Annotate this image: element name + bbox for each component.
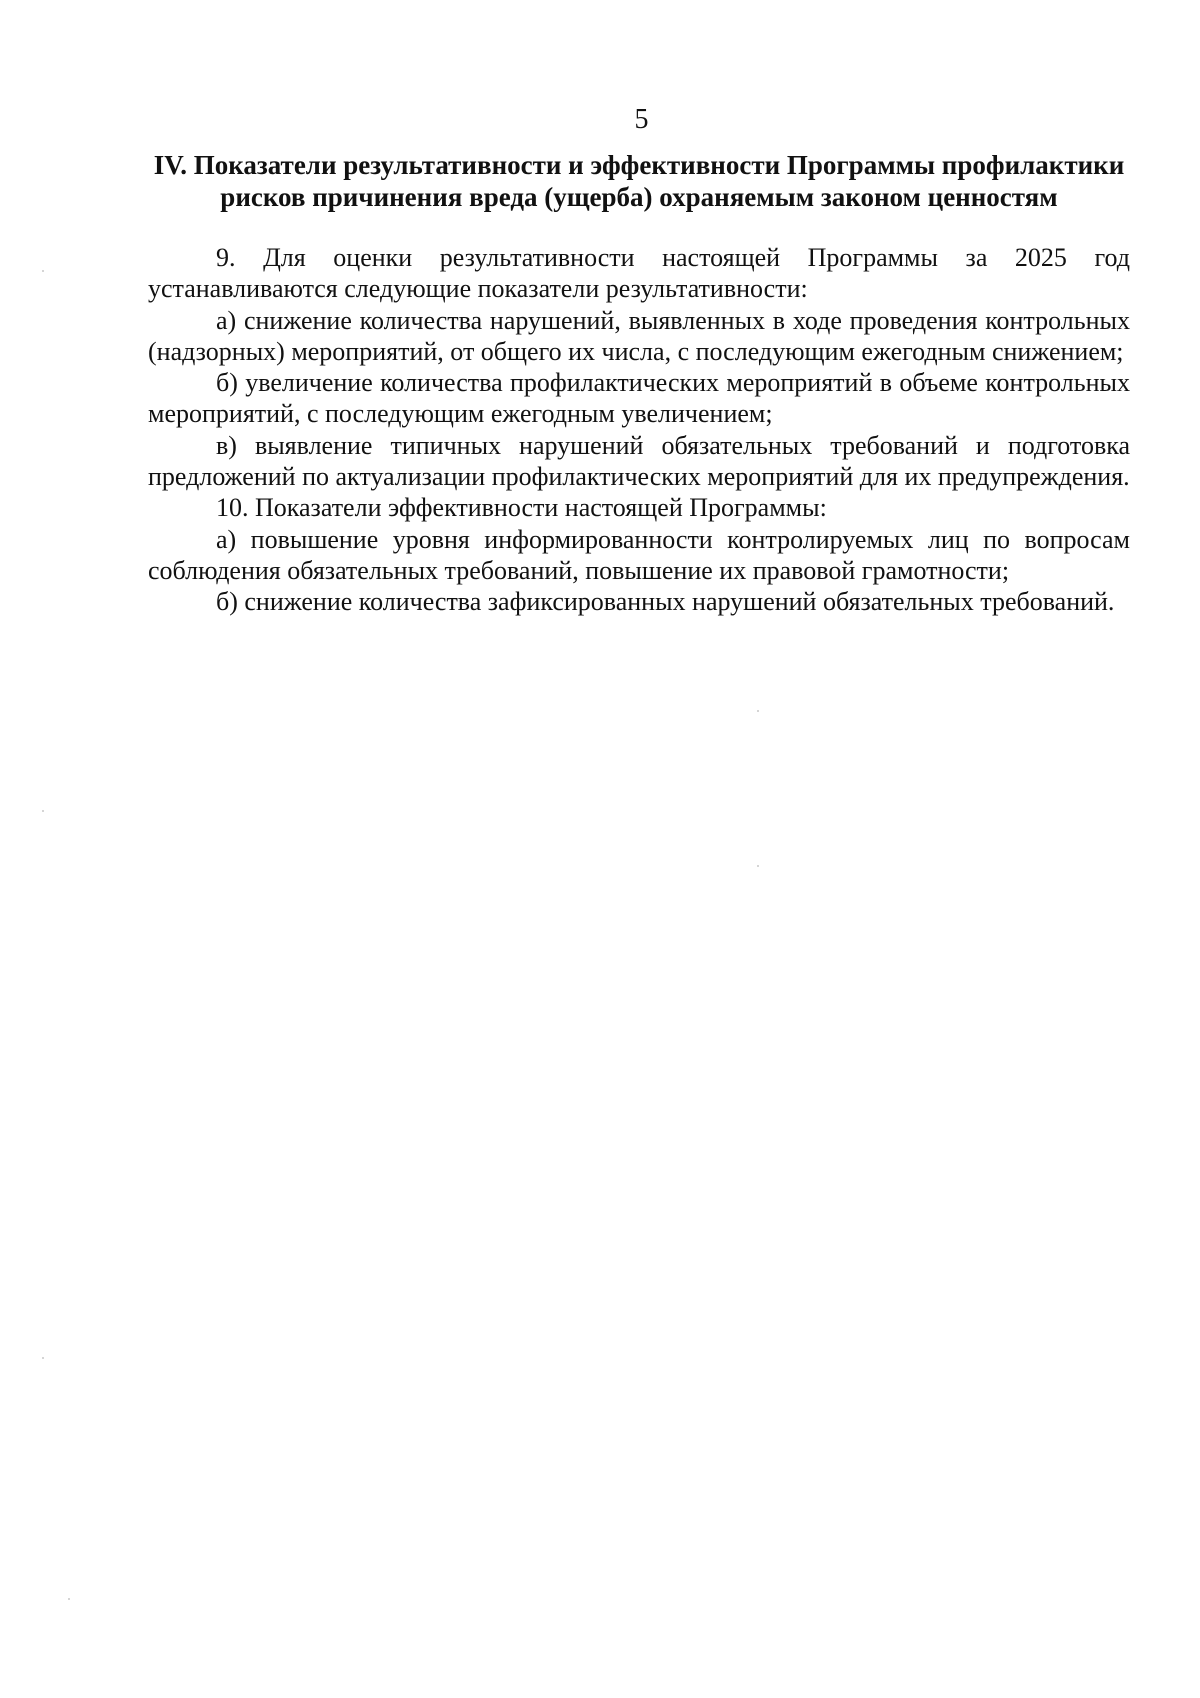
scan-artifact [42,810,44,812]
page-number: 5 [634,104,649,135]
document-body [148,242,1130,618]
section-title-line-1: IV. Показатели результативности и эффективности Программы профилактики [153,150,1125,180]
scan-artifact [757,865,759,867]
section-title-line-2: рисков причинения вреда (ущерба) охраняемым законом ценностям [220,182,1058,212]
scan-artifact [42,1357,44,1359]
scan-artifact [42,270,44,272]
paragraph-9b: б) увеличение количества профилактических мероприятий в объеме контрольных мероприятий, с последующим ежегодным увеличением; [148,368,1130,429]
paragraph-10: 10. Показатели эффективности настоящей Программы: [216,493,827,523]
paragraph-10a: а) повышение уровня информированности контролируемых лиц по вопросам соблюдения обязательных требований, повышение их правовой грамотности; [148,524,1130,585]
scan-artifact [757,710,759,712]
scan-artifact [68,1598,70,1600]
paragraph-9: 9. Для оценки результативности настоящей Программы за 2025 год устанавливаются следующие показатели результативности: [148,243,1130,304]
paragraph-10b: б) снижение количества зафиксированных нарушений обязательных требований. [216,587,1115,617]
section-title [148,149,1130,213]
paragraph-9a: а) снижение количества нарушений, выявленных в ходе проведения контрольных (надзорных) мероприятий, от общего их числа, с последующим ежегодным снижением; [148,305,1130,366]
paragraph-9v: в) выявление типичных нарушений обязательных требований и подготовка предложений по актуализации профилактических мероприятий для их предупреждения. [148,430,1130,492]
